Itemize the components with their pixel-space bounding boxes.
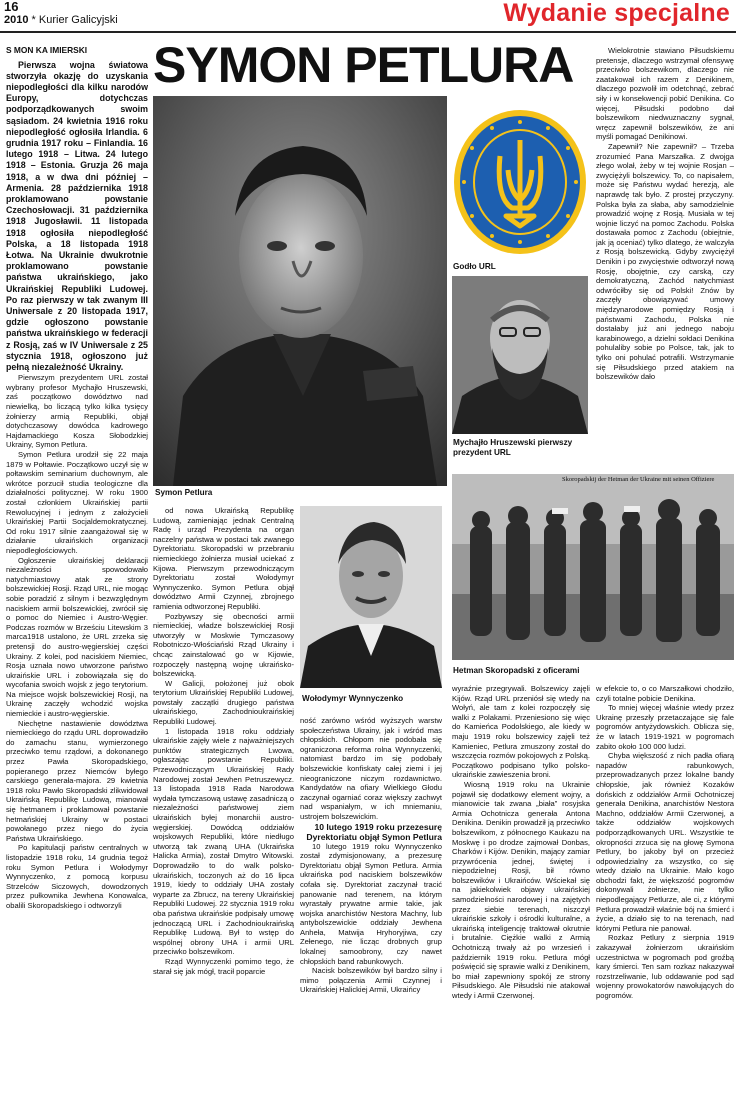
paragraph: Ogłoszenie ukraińskiej deklaracji niezależności spowodowało natychmiastowy atak ze strony bolszewickiej Rosji. Rząd URL, nie mogąc sobie poradzić z silnym i bezwzględnym naciskiem armii bolszewickiej, zwrócił się o pomoc do Niemiec i Austro-Węgier. Podczas rozmów w Brześciu Litewskim 3 marca1918 ustalono, że URL zrzeka się pretensji do austro-węgierskiej części Ukrainy. Z kolei, pod naciskiem Niemiec, Rosja uznała nowo utworzone państwo ukraińskie URL i zobowiązała się do wycofania swoich wojsk z jego terytorium. Na miejsce wojsk bolszewickiej Rosji, na Ukrainę zaczęły wchodzić wojska niemieckie i austro-węgierskie. (6, 555, 148, 719)
photo-inscription: Skoropadskij der Hetman der Ukraine mit seinen Offiziere (562, 476, 715, 483)
issue-separator: * (31, 14, 36, 26)
paragraph: Rozkaz Petlury z sierpnia 1919 zakazywał żołnierzom ukraińskim uczestnictwa w pogromach pod groźbą kary śmierci. Ten sam rozkaz nakazywał rozstrzeliwanie, lub oddawanie pod sąd wojenny prowokatorów nawołujących do pogromów. (596, 933, 734, 1000)
paragraph: od nowa Ukraińską Republikę Ludową, zamieniając jednak Centralną Radę i urząd Prezydenta na organ naczelny państwa w postaci tak zwanego Dyrektoriatu. Skoropadski w przebraniu niemieckiego żołnierza musiał uciekać z Kijowa. Pierwszym przewodniczącym Dyrektoriatu został Wołodymyr Wynnyczenko. Symon Petlura objął dowództwo Armii Czynnej, zbrojnego ramienia odtworzonej Republiki. (153, 506, 294, 611)
wynnyczenko-photo-graphic (300, 506, 442, 688)
section-title: Wydanie specjalne (503, 0, 730, 27)
paragraph: W Galicji, położonej już obok terytorium Ukraińskiej Republiki Ludowej, powstały zaczątki drugiego państwa ukraińskiego, Zachodnioukraińskiej Republiki Ludowej. (153, 678, 294, 727)
issue-line (4, 14, 118, 27)
paragraph: Pierwszym prezydentem URL został wybrany profesor Mychajło Hruszewski, zaś początkowo dowództwo nad niewielką, bo liczącą tylko kilka tysięcy żołnierzy armią Republiki, objął dotychczasowy dowódca kadrowego Hajdamackiego Kosza Słobodzkiej Ukrainy, Symon Petlura. (6, 373, 148, 450)
column-5-top (596, 46, 734, 470)
issue-year: 2010 (4, 14, 29, 26)
hruszewski-photo-graphic (452, 276, 588, 434)
paragraph: Chyba większość z nich padła ofiarą napadów rabunkowych, przeprowadzanych przez lokalne bandy chłopskie, jak również Kozaków dońskich z oddziałów Armii Ochotniczej generała Denikina, anarchistów Nestora Machno, oddziałów Armii Czerwonej, a także oddziałów wojskowych podporządkowanych URL. Wszystkie te okropności zrzuca się na głowę Symona Petlury, bo jakoby był on przecież odpowiedzialny za wszystko, co się wtedy działo na Ukrainie. Mało kogo obchodzi fakt, że większość pogromów dokonywali żołnierze, nie tylko niepodlegający Petlurze, ale ci, z którymi Petlura prowadził właśnie bój na śmierć i życie, a działo się to na terenach, nad którymi Petlura nie panował. (596, 751, 734, 933)
paragraph: Pozbywszy się obecności armii niemieckiej, władze bolszewickiej Rosji utworzyły w Moskwie Tymczasowy Robotniczo-Włościański Rząd Ukrainy i chcąc zainstalować go w Kijowie, rozpoczęły następną wojnę ukraińsko-bolszewicką. (153, 611, 294, 679)
author-kicker: S MON KA IMIERSKI (6, 46, 88, 55)
paragraph: Niechętne nastawienie dowództwa niemieckiego do rządu URL doprowadziło do zamachu stanu, wymierzonego przeciwko temu rządowi, a dokonanego przez Pawła Skoropadskiego, popieranego przez Niemców byłego carskiego generała-majora. 29 kwietnia 1918 roku Pawło Skoropadski zlikwidował Ukraińską Republikę Ludową, mianował się hetmanem i proklamował powstanie hetmańskiej Ukrainy w postaci powołanego przez niego do życia Państwa Ukraińskiego. (6, 718, 148, 843)
paragraph: 10 lutego 1919 roku Wynnyczenko został zdymisjonowany, a prezesurę Dyrektoriatu objął Symon Petlura. Armia ukraińska pod naciskiem bolszewików cofała się. Dyrektoriat zaczynał tracić panowanie nad terenem, na którym wyrastały prywatne armie takie, jak wojska anarchistów Nestora Machny, lub antybolszewickie oddziały Jewhena Anheła, Matwija Hryhoryjiwa, czy Zełenego, nie licząc drobnych grup lokalnej samoobrony, czy nawet chłopskich band rabunkowych. (300, 841, 442, 966)
paragraph: Wielokrotnie stawiano Piłsudskiemu pretensje, dlaczego wstrzymał ofensywę przeciwko bolszewikom, dlaczego nie zaatakował ich razem z Denikinem, dlaczego pozwolił im odetchnąć, zebrać siły i w konsekwencji pobić Denikina. Co więcej, Piłsudski podobno dał bolszewikom niedwuznaczny sygnał, wręcz zapewnił bolszewików, że ani myśli pomagać Denikinowi. (596, 46, 734, 142)
column-1 (6, 46, 148, 1104)
paragraph: Zapewnił? Nie zapewnił? – Trzeba zrozumieć Pana Marszałka. Z dwojga złego wolał, żeby w tej wojnie Rosjan – zwyciężyli bolszewicy. To, co napisałem, może się Państwu wydać herezją, ale naprawdę tak było. Z prostej przyczyny. Polska była za słaba, aby samodzielnie prowadzić wojnę z Rosją. Musiała w tej wojnie liczyć na pomoc Zachodu. Polska dostawała pomoc z Zachodu (obiejtnie, jak ją oceniać) tylko dlatego, że walczyła z Rosją bolszewicką. Gdyby zwyciężył Denikin i po zwycięstwie odtworzył nową Rosję, obojętnie, czy carską, czy demokratyczną, Zachód natychmiast odwróciłby się od Polski! Znów by zaczęły obowiązywać umowy międzynarodowe pomiędzy Rosją i państwami Zachodu, Polska nie dostałaby już ani jednego naboju karabinowego, a dzielni sołdaci Denikina pohulaliby sobie po Polsce, tak, jak to tylko oni pohulać potrafili. Wstrzymanie się Piłsudskiego przed atakiem na bolszewików dało (596, 141, 734, 382)
column-2 (153, 506, 294, 1104)
skoropadski-caption: Hetman Skoropadski z oficerami (453, 666, 580, 675)
wynnyczenko-portrait (300, 506, 442, 688)
header-rule (0, 31, 736, 33)
wynnyczenko-caption: Wołodymyr Wynnyczenko (302, 694, 404, 703)
paragraph: Rząd Wynnyczenki pomimo tego, że starał się jak mógł, tracił poparcie (153, 956, 294, 976)
skoropadski-photo (452, 474, 734, 660)
page-number: 16 (4, 0, 19, 14)
hruszewski-portrait (452, 276, 588, 434)
column-3 (300, 716, 442, 1104)
paragraph: To mniej więcej właśnie wtedy przez Ukrainę przeszły przetaczające się fale pogromów antyżydowskich. Oblicza się, że w latach 1919-1921 w pogromach zabito około 100 000 ludzi. (596, 703, 734, 751)
petlura-portrait (153, 96, 447, 486)
column-4 (452, 684, 590, 1104)
trident-emblem-icon (452, 108, 588, 256)
publication-name: Kurier Galicyjski (38, 14, 118, 26)
petlura-photo-graphic (153, 96, 447, 486)
column-5-bottom (596, 684, 734, 1104)
petlura-caption: Symon Petlura (155, 488, 213, 497)
paragraph: wyraźnie przegrywali. Bolszewicy zajęli Kijów. Rząd URL przeniósł się wtedy na Wołyń, ale tam z kolei rozpoczęły się walki z Polakami. Przeniesiono się więc do Kamieńca Podolskiego, ale kiedy w maju 1919 roku bolszewicy zajęli też Kamieniec, Petlura zmuszony został do wszczęcia rozmów pokojowych z Polską. Początkowo podpisano tylko polsko-ukraińskie zawieszenia broni. (452, 684, 590, 780)
paragraph: 1 listopada 1918 roku oddziały ukraińskie zajęły wiele z najważniejszych punktów strategicznych Lwowa, ogłaszając powstanie Republiki. Przewodniczącym Ukraińskiej Rady Narodowej został Jewhen Petruszewycz. 13 listopada 1918 Rada Narodowa wydała tymczasową ustawę zasadniczą o niezależności państwowej ziem ukraińskich byłej monarchii austro-węgierskiej. Dowódcą oddziałów wojskowych Republiki, które niedługo utworzą tak zwaną UHA (Ukraińska Halicka Armia), został Dmytro Witowski. Doprowadziło to do walk polsko-ukraińskich, toczonych aż do 16 lipca 1919, kiedy to oddziały UHA zostały wyparte za Zbrucz, na tereny Ukraińskiej Republiki Ludowej. 22 stycznia 1919 roku oba państwa ukraińskie podpisały umowę jednoczącą URL i Zachodnioukraińską Republikę Ludową. Był to wstęp do wspólnej obrony UHA i armii URL przeciwko bolszewikom. (153, 726, 294, 957)
paragraph: Nacisk bolszewików był bardzo silny i mimo połączenia Armii Czynnej i Ukraińskiej Halickiej Armii, Ukraińcy (300, 966, 442, 995)
skoropadski-photo-graphic (452, 474, 734, 660)
urk-emblem (452, 108, 588, 256)
page-header (0, 0, 736, 32)
hruszewski-caption: Mychajło Hruszewski pierwszy prezydent URL (453, 438, 573, 457)
paragraph: Po kapitulacji państw centralnych w listopadzie 1918 roku, 14 grudnia tegoż roku Symon Petlura i Wołodymyr Wynnyczenko, z pomocą korpusu Strzelców Siczowych, dowodzonych przez pułkownika Jewhena Konowalca, obalili Skoropadskiego i odtworzyli (6, 843, 148, 910)
paragraph: Wiosną 1919 roku na Ukrainie pojawił się dodatkowy element wojny, a mianowicie tak zwana „biała” rosyjska Armia Ochotnicza generała Antona Denikina. Denikin prowadził ją przeciwko bolszewikom, z północnego Kaukazu na Moskwę i po drodze zajmował Donbas, Charków i Kijów. Denikin, mający zamiar przywrócenia jednej, świętej i niepodzielnej Rosji, bił równo bolszewików i Ukraińców. Wściekał się na jakiekolwiek objawy ukraińskiej samodzielności narodowej i na zajętych przez siebie terenach, niszczył ukraińskie szkoły i ośrodki kulturalne, a ukraińską inteligencję traktował okrutnie i brutalnie. Ciężkie walki z Armią Ochotniczą trwały aż po wrzesień i październik 1919 roku. Petlura mógł poświęcić się sprawie walki z Denikinem, bo miał zapewniony spokój ze strony Piłsudskiego. Ale Piłsudski nie atakował wtedy i Armii Czerwonej. (452, 779, 590, 1000)
article-lead: Pierwsza wojna światowa stworzyła okazję do uzyskania niepodległości dla kilku narodów Europy, dotychczas podporządkowanych swoim sąsiadom. 24 kwietnia 1916 roku niepodległość ogłosiła Irlandia. 6 grudnia 1917 roku – Finlandia. 16 lutego 1918 – Litwa. 24 lutego 1918 – Estonia. Gruzja 26 maja 1918, a w dwa dni później – Armenia. 28 października 1918 proklamowano powstanie Czechosłowacji. 31 października 1918 Jugosławii. 11 listopada 1918 ogłosiła niepodległość Polska, a 18 listopada 1918 Łotwa. Na Ukrainie dwukrotnie proklamowano powstanie państwa ukraińskiego, jako Ukraińskiej Republiki Ludowej. Po raz pierwszy w tak zwanym III Uniwersale z 20 listopada 1917, gdzie ogłoszono powstanie państwa ukraińskiego w federacji z Rosją, zaś w IV Uniwersale z 25 stycznia 1918, ogłoszono już pełną niezależność Ukrainy. (6, 59, 148, 373)
emblem-caption: Godło URL (453, 262, 496, 271)
paragraph: ność zarówno wśród wyższych warstw społeczeństwa Ukrainy, jak i wśród mas chłopskich. Chłopom nie podobała się ograniczona reforma rolna Wynnyczenki, natomiast bardzo im się podobały bolszewickie konfiskaty całej ziemi i jej nieograniczone niczym rozdawnictwo. Kandydatów na ofiary Wielkiego Głodu zaczynał ogarniać coraz większy zachwyt nad wspaniałym, w ich mniemaniu, ustrojem bolszewickim. (300, 716, 442, 821)
article-title: SYMON PETLURA (153, 37, 574, 93)
paragraph: w efekcie to, o co Marszałkowi chodziło, czyli totalne pobicie Denikina. (596, 684, 734, 703)
paragraph: Symon Petlura urodził się 22 maja 1879 w Połtawie. Początkowo uczył się w połtawskim seminarium duchownym, ale wkrótce porzucił studia teologiczne dla działalności politycznej. W roku 1900 został członkiem Ukraińskiej partii Rewolucyjnej i jednym z założycieli Ukraińskiej Partii Socjaldemokratycznej. Od roku 1917 silnie zaangażował się w działanie ukraińskich organizacji niepodległościowych. (6, 450, 148, 555)
section-subheading: 10 lutego 1919 roku przezesurę Dyrektoriatu objął Symon Petlura (306, 821, 442, 842)
